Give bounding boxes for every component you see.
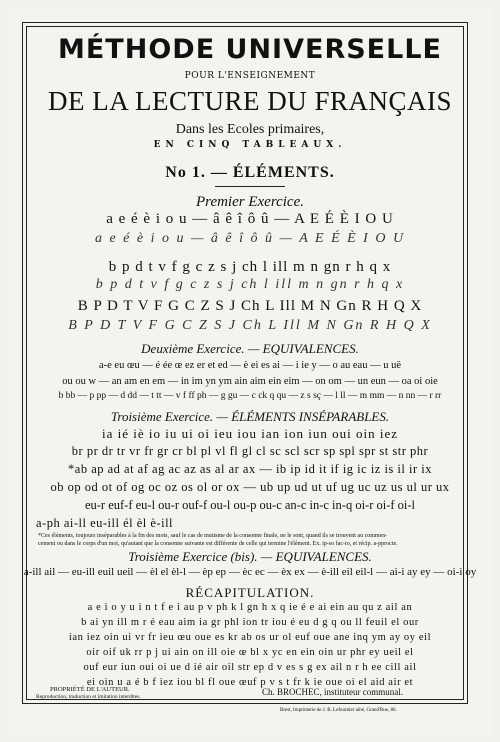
vowels-script: a e é è i o u — â ê î ô û — A E É È I O U (94, 231, 406, 246)
tableaux-line: EN CINQ TABLEAUX. (153, 140, 347, 150)
subtitle-pour: POUR L'ENSEIGNEMENT (184, 71, 316, 81)
exercise1-title: Premier Exercice. (196, 194, 304, 210)
exercise2-row3: b bb — p pp — d dd — t tt — v f ff ph — g gu — c ck q qu — z s sç — l ll — m mm — n nn — r rr (58, 391, 442, 401)
footer-property: PROPRIÉTÉ DE L'AUTEUR. (50, 686, 130, 693)
recap-title: RÉCAPITULATION. (185, 585, 315, 600)
exercise3-note-line2: cement ou dans le corps d'un mot, qu'autant que la consonne suivante est différente de celle qui termine l'élément. Ex. ip-so fac-to, et récip. a-pprocte. (38, 541, 398, 547)
exercise4-row1: a-ill ail — eu-ill euil ueil — èl el èl-l — èp ep — èc ec — èx ex — è-ill eil eil-l — ai-i ay ey — oi-i oy (23, 566, 477, 578)
section-rule (215, 186, 285, 187)
footer-printer: Brest, Imprimerie de J. B. Lefournier aîné, Grand'Rue, 86. (280, 708, 397, 713)
exercise3-row1: ia ié iè io iu ui oi ieu iou ian ion iun oui oin iez (101, 426, 399, 441)
capitals-script: B P D T V F G C Z S J Ch L Ill M N Gn R H Q X (68, 318, 432, 333)
main-title: MÉTHODE UNIVERSELLE (58, 34, 442, 65)
footer-author: Ch. BROCHEC, instituteur communal. (262, 687, 403, 697)
exercise3-row6: a-ph ai-ll eu-ill él èl è-ill (36, 516, 174, 530)
schools-line: Dans les Ecoles primaires, (175, 122, 325, 137)
exercise3-row5: eu-r euf-f eu-l ou-r ouf-f ou-l ou-p ou-c an-c in-c in-q oi-r oi-f oi-l (84, 498, 416, 512)
recap-line-4: oir oif uk rr p j ui ain on ill oie œ bl x yc en ein oin ur phr ey ueil el (86, 647, 414, 658)
exercise3-row4: ob op od ot of og oc oz os ol or ox — ub up ud ut uf ug uc uz us ul ur ux (50, 480, 450, 494)
main-heading: DE LA LECTURE DU FRANÇAIS (47, 86, 452, 116)
recap-line-6: ei oin u a é b f iez iou bl fl oue œuf p v s t fr k ie oue oi el aid air et (86, 677, 414, 688)
exercise2-row1: a-e eu œu — é ée œ ez er et ed — è ei es ai — i ie y — o au eau — u uë (98, 360, 402, 371)
consonants-print: b p d t v f g c z s j ch l ill m n gn r h q x (108, 259, 392, 275)
exercise4-title: Troisième Exercice (bis). — EQUIVALENCES. (128, 549, 372, 564)
capitals-print: B P D T V F G C Z S J Ch L Ill M N Gn R H Q X (77, 298, 423, 314)
exercise2-row2: ou ou w — an am en em — in im yn ym ain aim ein eim — on om — un eun — oa oi oie (62, 376, 438, 387)
recap-line-1: a e i o y u i n t f e i au p v ph k l gn h x q ie é e ai ein au qu z ail an (87, 602, 413, 613)
footer-rights: Reproduction, traduction et imitation interdites. (36, 694, 141, 700)
exercise3-row2: br pr dr tr vr fr gr cr bl pl vl fl gl cl sc scl scr sp spl spr st str phr (71, 444, 429, 458)
consonants-script: b p d t v f g c z s j ch l ill m n gn r h q x (95, 277, 405, 292)
exercise3-title: Troisième Exercice. — ÉLÉMENTS INSÉPARABLES. (110, 409, 390, 424)
exercise3-row3: *ab ap ad at af ag ac az as al ar ax — ib ip id it if ig ic iz is il ir ix (68, 462, 432, 476)
section-title: No 1. — ÉLÉMENTS. (165, 164, 335, 181)
recap-line-3: ian iez oin ui vr fr ieu œu oue es kr ab os ur ol euf oue ane inq ym ay oy eil (68, 632, 432, 643)
vowels-print: a e é è i o u — â ê î ô û — A E É È I O U (106, 211, 394, 227)
recap-line-2: b ai yn ill m r é eau aim ia gr phl ion tr iou é eu d g q ou ll feuil el our (81, 617, 419, 628)
recap-line-5: ouf eur iun oui oi ue d ié air oil str ep d v es s g ex ail n r h ee cill ail (83, 662, 417, 673)
exercise3-note-line1: *Ces éléments, toujours inséparables à la fin des mots, sauf le cas de mutisme de la consonne finale, ne le sont, quand ils se trouvent au commen- (38, 533, 388, 539)
exercise2-title: Deuxième Exercice. — EQUIVALENCES. (141, 341, 359, 356)
